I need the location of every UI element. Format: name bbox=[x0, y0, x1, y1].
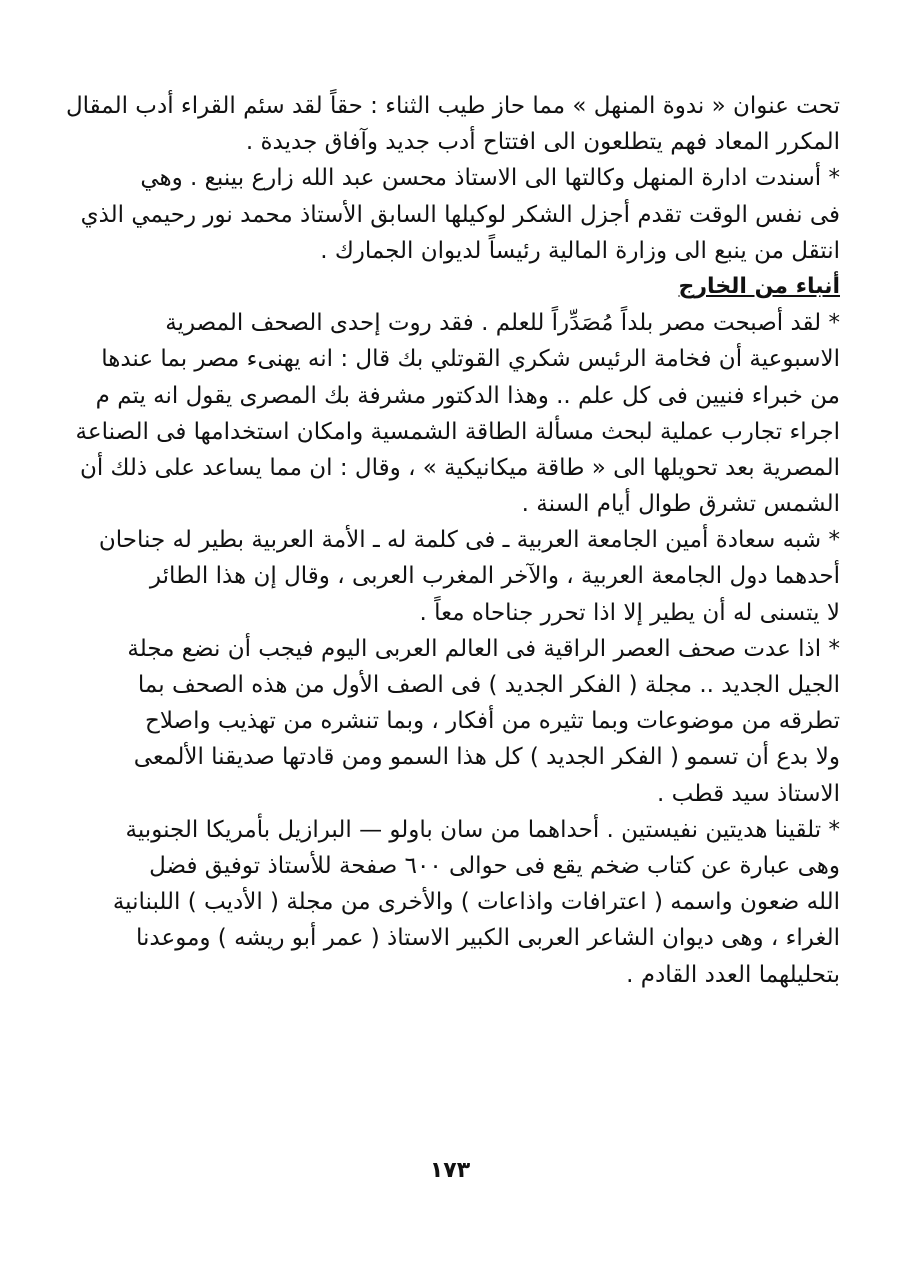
text-line: * أسندت ادارة المنهل وكالتها الى الاستاذ محسن عبد الله زارع بينبع . وهي bbox=[140, 165, 840, 192]
section-heading: أنباء من الخارج bbox=[678, 273, 840, 299]
text-line: * اذا عدت صحف العصر الراقية فى العالم العربى اليوم فيجب أن نضع مجلة bbox=[127, 635, 840, 662]
text-line: المصرية بعد تحويلها الى « طاقة ميكانيكية » ، وقال : ان مما يساعد على ذلك أن bbox=[79, 454, 840, 481]
text-line: الغراء ، وهى ديوان الشاعر العربى الكبير الاستاذ ( عمر أبو ريشه ) وموعدنا bbox=[135, 925, 840, 952]
text-line: من خبراء فنيين فى كل علم .. وهذا الدكتور مشرفة بك المصرى يقول انه يتم م bbox=[95, 382, 840, 409]
text-line: اجراء تجارب عملية لبحث مسألة الطاقة الشمسية وامكان استخدامها فى الصناعة bbox=[75, 418, 840, 445]
text-line: تحت عنوان « ندوة المنهل » مما حاز طيب الثناء : حقاً لقد سئم القراء أدب المقال bbox=[65, 93, 840, 119]
body-text bbox=[64, 88, 840, 993]
text-line: المكرر المعاد فهم يتطلعون الى افتتاح أدب جديد وآفاق جديدة . bbox=[245, 129, 840, 156]
page-number: ١٧٣ bbox=[429, 1158, 471, 1183]
text-line: الشمس تشرق طوال أيام السنة . bbox=[521, 491, 840, 518]
text-line: الجيل الجديد .. مجلة ( الفكر الجديد ) فى الصف الأول من هذه الصحف بما bbox=[137, 672, 840, 698]
text-line: ولا بدع أن تسمو ( الفكر الجديد ) كل هذا السمو ومن قادتها صديقنا الألمعى bbox=[133, 744, 840, 771]
text-line: * تلقينا هديتين نفيستين . أحداهما من سان باولو — البرازيل بأمريكا الجنوبية bbox=[125, 816, 840, 843]
text-line: الاستاذ سيد قطب . bbox=[657, 780, 840, 807]
text-line: فى نفس الوقت تقدم أجزل الشكر لوكيلها السابق الأستاذ محمد نور رحيمي الذي bbox=[80, 201, 840, 228]
text-line: الله ضعون واسمه ( اعترافات واذاعات ) والأخرى من مجلة ( الأديب ) اللبنانية bbox=[112, 889, 840, 916]
text-line: الاسبوعية أن فخامة الرئيس شكري القوتلي بك قال : انه يهنىء مصر بما عندها bbox=[101, 346, 840, 373]
text-line: تطرقه من موضوعات وبما تثيره من أفكار ، وبما تنشره من تهذيب واصلاح bbox=[144, 708, 840, 735]
text-line: انتقل من ينبع الى وزارة المالية رئيساً لديوان الجمارك . bbox=[320, 237, 840, 264]
text-line: * لقد أصبحت مصر بلداً مُصَدِّراً للعلم . فقد روت إحدى الصحف المصرية bbox=[165, 310, 840, 337]
text-line: وهى عبارة عن كتاب ضخم يقع فى حوالى ٦٠٠ صفحة للأستاذ توفيق فضل bbox=[149, 852, 840, 879]
text-line: لا يتسنى له أن يطير إلا اذا تحرر جناحاه معاً . bbox=[419, 599, 840, 626]
text-line: بتحليلهما العدد القادم . bbox=[626, 961, 840, 988]
text-line: * شبه سعادة أمين الجامعة العربية ـ فى كلمة له ـ الأمة العربية بطير له جناحان bbox=[98, 527, 840, 554]
text-line: أحدهما دول الجامعة العربية ، والآخر المغرب العربى ، وقال إن هذا الطائر bbox=[149, 563, 840, 590]
